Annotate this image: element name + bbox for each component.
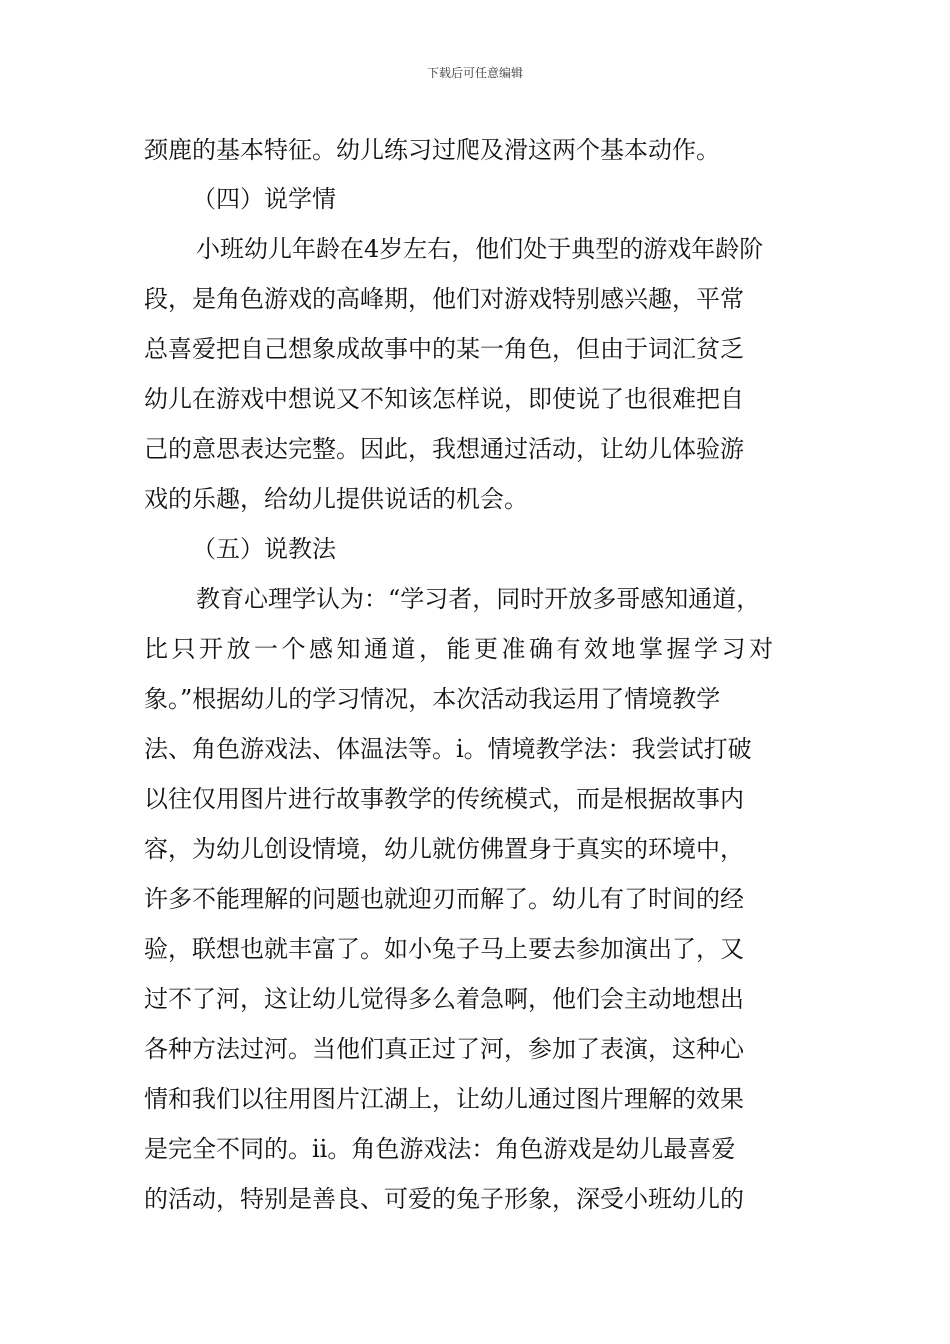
text-line: 幼儿在游戏中想说又不知该怎样说，即使说了也很难把自 — [144, 385, 744, 413]
text-line: 各种方法过河。当他们真正过了河，参加了表演，这种心 — [144, 1035, 744, 1063]
text-line: 情和我们以往用图片江湖上，让幼儿通过图片理解的效果 — [144, 1085, 744, 1113]
section-heading: （四）说学情 — [192, 185, 336, 213]
text-line: 比只开放一个感知通道，能更准确有效地掌握学习对 — [144, 635, 777, 663]
text-line: 容，为幼儿创设情境，幼儿就仿佛置身于真实的环境中， — [144, 835, 744, 863]
text-line: 法、角色游戏法、体温法等。i。情境教学法：我尝试打破 — [144, 735, 752, 763]
text-line: 是完全不同的。ii。角色游戏法：角色游戏是幼儿最喜爱 — [144, 1135, 736, 1163]
text-line: 小班幼儿年龄在4岁左右，他们处于典型的游戏年龄阶 — [196, 235, 764, 263]
text-line: 戏的乐趣，给幼儿提供说话的机会。 — [144, 485, 528, 513]
text-line: 许多不能理解的问题也就迎刃而解了。幼儿有了时间的经 — [144, 885, 744, 913]
text-line: 颈鹿的基本特征。幼儿练习过爬及滑这两个基本动作。 — [144, 136, 720, 164]
text-line: 教育心理学认为：“学习者，同时开放多哥感知通道， — [196, 585, 761, 613]
text-line: 验，联想也就丰富了。如小兔子马上要去参加演出了，又 — [144, 935, 744, 963]
page-header: 下载后可任意编辑 — [426, 66, 523, 80]
text-line: 的活动，特别是善良、可爱的兔子形象，深受小班幼儿的 — [144, 1185, 744, 1213]
text-line: 象。”根据幼儿的学习情况，本次活动我运用了情境教学 — [144, 685, 721, 713]
text-line: 己的意思表达完整。因此，我想通过活动，让幼儿体验游 — [144, 435, 744, 463]
text-line: 以往仅用图片进行故事教学的传统模式，而是根据故事内 — [144, 785, 744, 813]
text-line: 过不了河，这让幼儿觉得多么着急啊，他们会主动地想出 — [144, 985, 744, 1013]
text-line: 段，是角色游戏的高峰期，他们对游戏特别感兴趣，平常 — [144, 285, 744, 313]
section-heading: （五）说教法 — [192, 535, 336, 563]
text-line: 总喜爱把自己想象成故事中的某一角色，但由于词汇贫乏 — [144, 335, 744, 363]
